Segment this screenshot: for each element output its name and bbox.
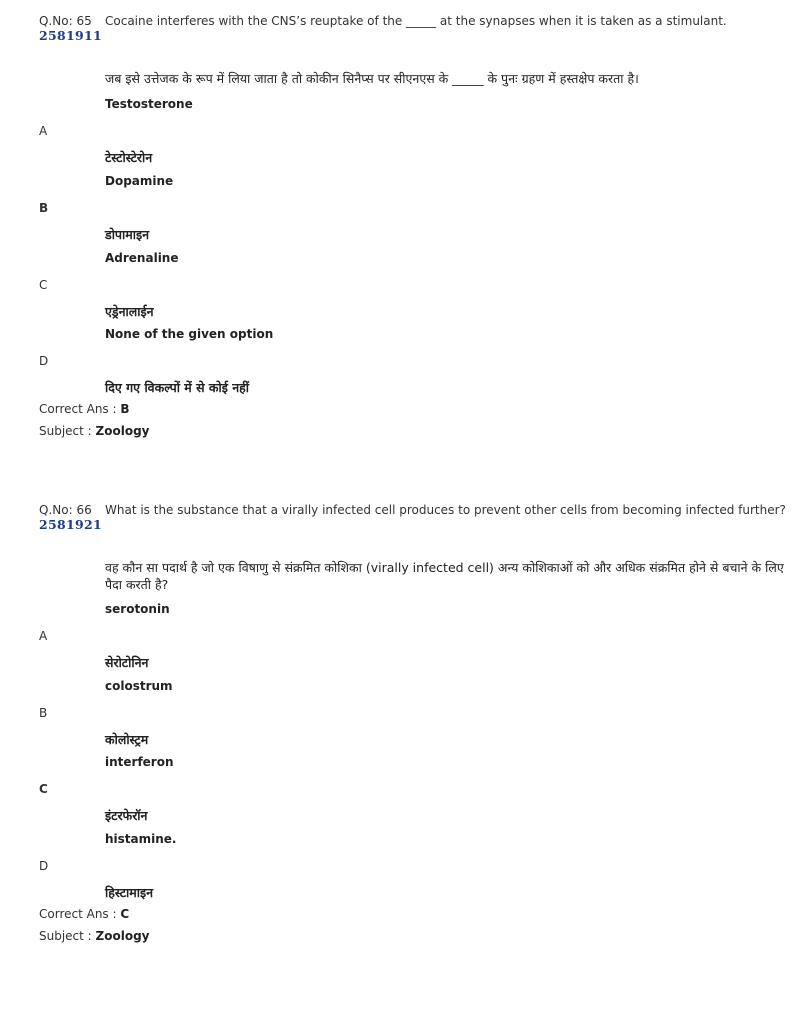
question-id: 2581911 (39, 28, 102, 43)
question-text-english: What is the substance that a virally infected cell produces to prevent other cells from becoming infected further? (105, 503, 786, 517)
question-text-english: Cocaine interferes with the CNS’s reuptake of the _____ at the synapses when it is taken as a stimulant. (105, 14, 727, 28)
option-d-hindi: दिए गए विकल्पों में से कोई नहीं (105, 380, 250, 395)
option-c-hindi: इंटरफेरॉन (105, 808, 148, 823)
option-b-hindi: डोपामाइन (105, 227, 150, 242)
question-text-hindi: वह कौन सा पदार्थ है जो एक विषाणु से संक्रमित कोशिका (virally infected cell) अन्य कोशिकाओं को और अधिक संक्रमित होने से बचाने के लिए पैदा करती है? (105, 560, 784, 592)
option-b-english: Dopamine (105, 174, 174, 188)
option-d-english: None of the given option (105, 327, 274, 341)
question-number-label: Q.No: (39, 503, 73, 517)
option-a-letter: A (39, 124, 48, 138)
option-a-english: serotonin (105, 602, 170, 616)
question-header (39, 14, 789, 43)
correct-answer-label: Correct Ans : (39, 402, 117, 416)
question-block (39, 503, 789, 943)
option-a-english: Testosterone (105, 97, 193, 111)
subject (39, 424, 789, 438)
subject-label: Subject : (39, 929, 92, 943)
correct-answer-value: B (120, 402, 130, 416)
option-d-hindi: हिस्टामाइन (105, 885, 154, 900)
option-a-hindi: सेरोटोनिन (105, 655, 149, 670)
option-b-hindi: कोलोस्ट्रम (105, 732, 149, 747)
correct-answer (39, 907, 789, 921)
option-a-hindi: टेस्टोस्टेरोन (105, 150, 153, 165)
option-c-english: Adrenaline (105, 251, 179, 265)
question-number (39, 503, 105, 517)
option-d-letter: D (39, 859, 49, 873)
question-number-column (39, 14, 105, 43)
option-c-english: interferon (105, 755, 174, 769)
subject-value: Zoology (95, 929, 150, 943)
question-number-value: 65 (76, 14, 92, 28)
correct-answer-label: Correct Ans : (39, 907, 117, 921)
option-c-letter: C (39, 782, 48, 796)
question-text-hindi: जब इसे उत्तेजक के रूप में लिया जाता है तो कोकीन सिनैप्स पर सीएनएस के _____ के पुनः ग्रहण में हस्तक्षेप करता है। (105, 71, 639, 86)
option-c-letter: C (39, 278, 48, 292)
question-block (39, 14, 789, 438)
correct-answer (39, 402, 789, 416)
option-c-hindi: एड्रेनालाईन (105, 304, 154, 319)
question-number-value: 66 (76, 503, 92, 517)
question-header (39, 503, 789, 532)
subject-label: Subject : (39, 424, 92, 438)
question-number-label: Q.No: (39, 14, 73, 28)
question-number-column (39, 503, 105, 532)
option-d-english: histamine. (105, 832, 177, 846)
option-d-letter: D (39, 354, 49, 368)
question-id: 2581921 (39, 517, 102, 532)
subject (39, 929, 789, 943)
option-b-letter: B (39, 201, 49, 215)
option-b-letter: B (39, 706, 48, 720)
option-b-english: colostrum (105, 679, 173, 693)
correct-answer-value: C (120, 907, 130, 921)
option-a-letter: A (39, 629, 48, 643)
question-number (39, 14, 105, 28)
subject-value: Zoology (95, 424, 150, 438)
